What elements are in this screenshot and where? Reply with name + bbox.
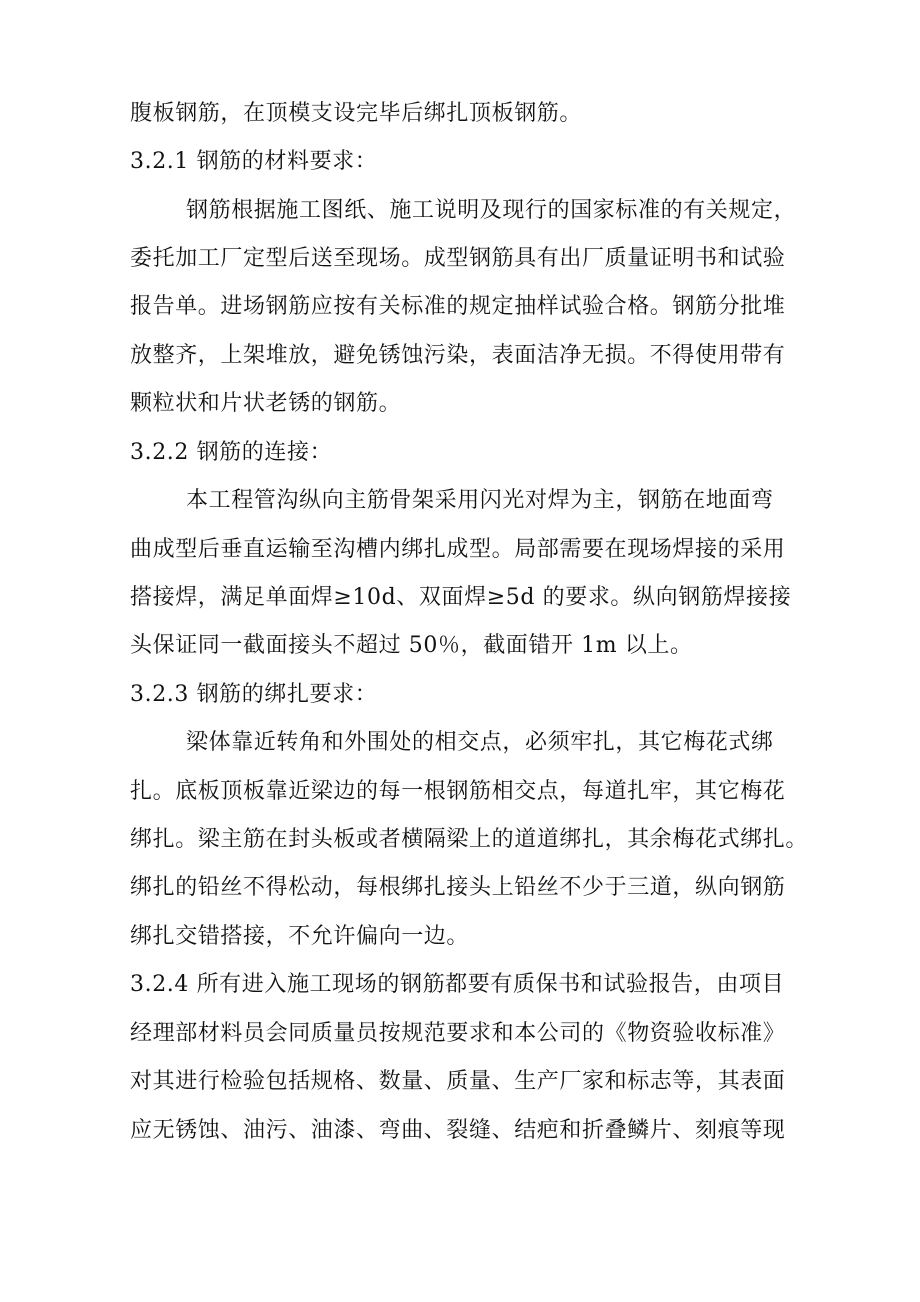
paragraph-line: 绑扎。梁主筋在封头板或者横隔梁上的道道绑扎，其余梅花式绑扎。 xyxy=(130,827,809,852)
paragraph-line: 头保证同一截面接头不超过 50％，截面错开 1m 以上。 xyxy=(130,633,693,658)
paragraph-line: 报告单。进场钢筋应按有关标准的规定抽样试验合格。钢筋分批堆 xyxy=(130,294,786,319)
paragraph-line: 梁体靠近转角和外围处的相交点，必须牢扎，其它梅花式绑 xyxy=(186,730,774,755)
paragraph-line: 颗粒状和片状老锈的钢筋。 xyxy=(130,391,402,416)
paragraph-line: 钢筋根据施工图纸、施工说明及现行的国家标准的有关规定， xyxy=(186,198,797,223)
paragraph-line: 绑扎的铅丝不得松动，每根绑扎接头上铅丝不少于三道，纵向钢筋 xyxy=(130,875,786,900)
paragraph-line: 对其进行检验包括规格、数量、质量、生产厂家和标志等，其表面 xyxy=(130,1069,786,1094)
paragraph-line: 搭接焊，满足单面焊≥10d、双面焊≥5d 的要求。纵向钢筋焊接接 xyxy=(130,585,792,610)
section-heading-3-2-1: 3.2.1 钢筋的材料要求： xyxy=(130,149,378,174)
section-heading-3-2-4: 3.2.4 所有进入施工现场的钢筋都要有质保书和试验报告，由项目 xyxy=(130,972,785,997)
paragraph-line: 应无锈蚀、油污、油漆、弯曲、裂缝、结疤和折叠鳞片、刻痕等现 xyxy=(130,1118,786,1143)
paragraph-line: 扎。底板顶板靠近梁边的每一根钢筋相交点，每道扎牢，其它梅花 xyxy=(130,779,786,804)
paragraph-line: 委托加工厂定型后送至现场。成型钢筋具有出厂质量证明书和试验 xyxy=(130,246,786,271)
paragraph-line: 放整齐，上架堆放，避免锈蚀污染，表面洁净无损。不得使用带有 xyxy=(130,343,786,368)
paragraph-line: 绑扎交错搭接，不允许偏向一边。 xyxy=(130,924,470,949)
paragraph-line: 本工程管沟纵向主筋骨架采用闪光对焊为主，钢筋在地面弯 xyxy=(186,488,774,513)
section-heading-3-2-3: 3.2.3 钢筋的绑扎要求： xyxy=(130,682,378,707)
section-heading-3-2-2: 3.2.2 钢筋的连接： xyxy=(130,440,333,465)
paragraph-line: 曲成型后垂直运输至沟槽内绑扎成型。局部需要在现场焊接的采用 xyxy=(130,537,786,562)
paragraph-line: 腹板钢筋，在顶模支设完毕后绑扎顶板钢筋。 xyxy=(130,101,583,126)
paragraph-line: 经理部材料员会同质量员按规范要求和本公司的《物资验收标准》 xyxy=(130,1021,786,1046)
